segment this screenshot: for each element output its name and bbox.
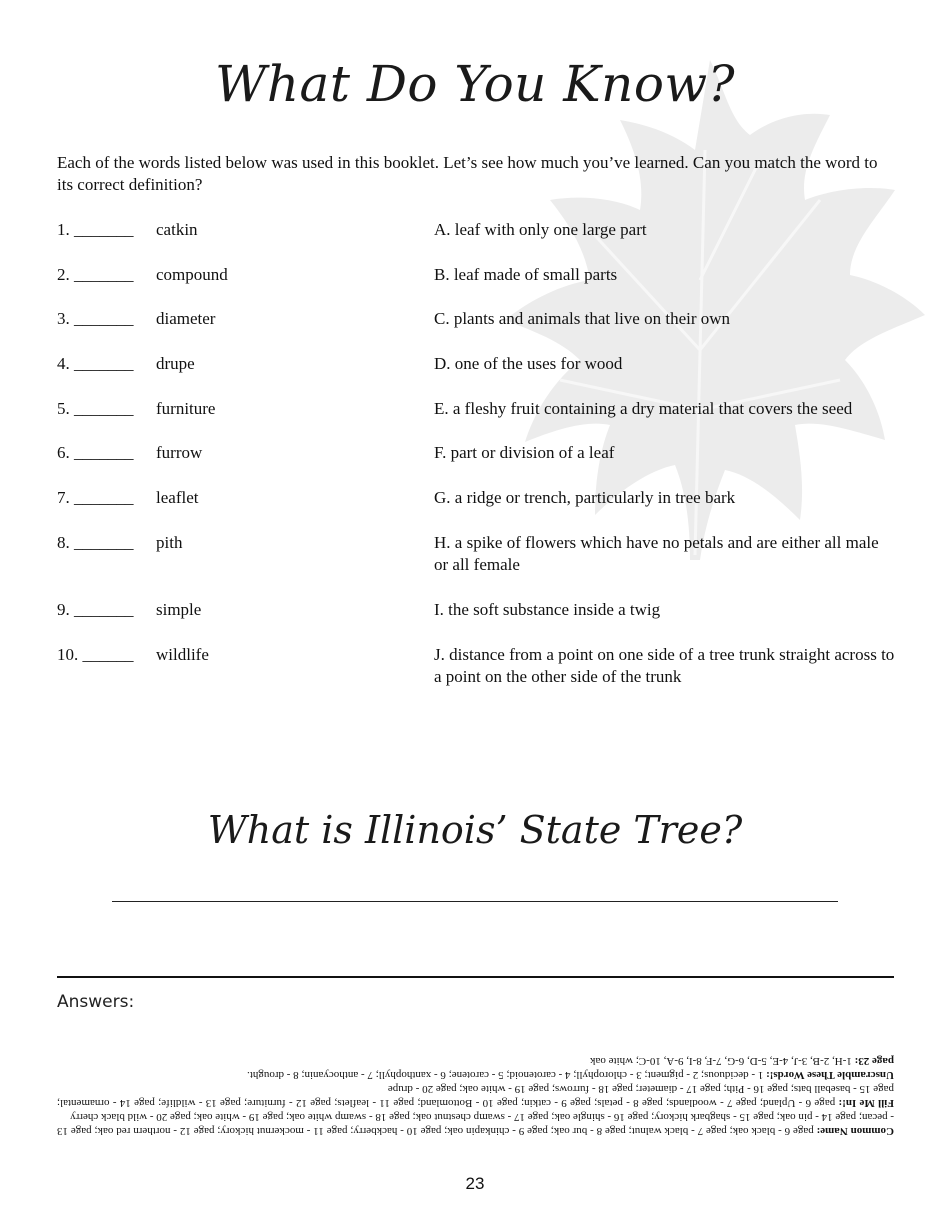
term: pith [156, 533, 183, 552]
term: leaflet [156, 488, 199, 507]
item-number-blank[interactable]: 7. _______ [57, 488, 134, 507]
definition: I. the soft substance inside a twig [434, 600, 661, 619]
page-title: What Do You Know? [214, 55, 736, 113]
definition: A. leaf with only one large part [434, 220, 647, 239]
intro-text: Each of the words listed below was used in this booklet. Let’s see how much you’ve learned. Can you match the word to its correct definition? [57, 153, 878, 194]
item-number-blank[interactable]: 3. _______ [57, 309, 134, 328]
definition: E. a fleshy fruit containing a dry material that covers the seed [434, 399, 853, 418]
term: simple [156, 600, 202, 619]
definition: B. leaf made of small parts [434, 265, 618, 284]
item-number-blank[interactable]: 9. _______ [57, 600, 134, 619]
term: drupe [156, 354, 195, 373]
definition: H. a spike of flowers which have no petals and are either all male or all female [434, 533, 879, 574]
upside-down-answers [57, 1018, 894, 1138]
state-tree-question: What is Illinois’ State Tree? [207, 808, 743, 852]
term: diameter [156, 309, 216, 328]
item-number-blank[interactable]: 4. _______ [57, 354, 134, 373]
page-number: 23 [465, 1174, 485, 1193]
term: furniture [156, 399, 216, 418]
answers-unscramble: Unscramble These Words!: 1 - deciduous; 2 - pigment; 3 - chlorophyll; 4 - carotenoid; 5 - carotene; 6 - xanthophyll; 7 - anthocyanin; 8 - drought. [247, 1069, 894, 1081]
definition: G. a ridge or trench, particularly in tree bark [434, 488, 736, 507]
definition: J. distance from a point on one side of a tree trunk straight across to a point on the other side of the trunk [434, 645, 895, 686]
item-number-blank[interactable]: 8. _______ [57, 533, 134, 552]
answer-blank-line[interactable] [112, 901, 838, 902]
definition: F. part or division of a leaf [434, 443, 615, 462]
term: compound [156, 265, 228, 284]
answers-heading: Answers: [57, 992, 135, 1012]
item-number-blank[interactable]: 6. _______ [57, 443, 134, 462]
item-number-blank[interactable]: 1. _______ [57, 220, 134, 239]
term: wildlife [156, 645, 209, 664]
answers-common-name: Common Name: page 6 - black oak; page 7 - black walnut; page 8 - bur oak; page 9 - chinkapin oak; page 10 - hackberry; page 11 - mockernut hickory; page 12 - northern red oak; page 13 - pecan; page 14 - pin oak; page 15 - shagbark hickory; page 16 - shingle oak; page 17 - swamp chestnut oak; page 18 - swamp white oak; page 19 - white oak; page 20 - wild black cherry [57, 1111, 894, 1137]
answers-page-23: page 23: 1-H, 2-B, 3-J, 4-E, 5-D, 6-G, 7-F, 8-I, 9-A, 10-C; white oak [589, 1055, 894, 1067]
definition: D. one of the uses for wood [434, 354, 623, 373]
item-number-blank[interactable]: 10. ______ [57, 645, 134, 664]
item-number-blank[interactable]: 2. _______ [57, 265, 134, 284]
answers-fill-me-in: Fill Me In!: page 6 - Upland; page 7 - woodlands; page 8 - petals; page 9 - catkin; page 10 - Bottomland; page 11 - leaflets; page 12 - furniture; page 13 - wildlife; page 14 - ornamental; page 15 - baseball bats; page 16 - Pith; page 17 - diameter; page 18 - furrows; page 19 - white oak; page 20 - drupe [57, 1083, 894, 1109]
term: catkin [156, 220, 198, 239]
definition: C. plants and animals that live on their own [434, 309, 731, 328]
divider [57, 976, 894, 978]
item-number-blank[interactable]: 5. _______ [57, 399, 134, 418]
term: furrow [156, 443, 203, 462]
